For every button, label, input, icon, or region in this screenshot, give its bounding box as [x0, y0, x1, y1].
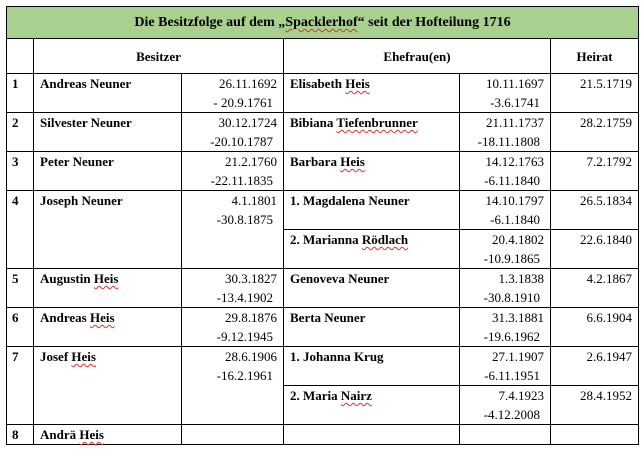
row-number: 6 — [7, 308, 34, 347]
header-owner: Besitzer — [34, 39, 284, 74]
row-number: 4 — [7, 191, 34, 269]
owner-name: Silvester Neuner — [34, 113, 182, 152]
wife-dates — [460, 269, 551, 308]
wife-dates — [460, 308, 551, 347]
wife-dates-start: 14.12.1763 — [485, 154, 544, 169]
wife-dates-start: 27.1.1907 — [492, 349, 544, 364]
owner-dates-start: 28.6.1906 — [225, 349, 277, 364]
wife-dates — [460, 386, 551, 425]
wife-dates-end: -19.6.1962 — [483, 329, 540, 344]
row-number: 2 — [7, 113, 34, 152]
row-number: 7 — [7, 347, 34, 425]
marriage-date: 28.4.1952 — [551, 386, 639, 425]
wife-dates-start: 21.11.1737 — [485, 115, 544, 130]
owner-dates-start: 29.8.1876 — [225, 310, 277, 325]
marriage-date: 2.6.1947 — [551, 347, 639, 386]
wife-dates-start: 20.4.1802 — [492, 232, 544, 247]
table-title: Die Besitzfolge auf dem „Spacklerhof“ seit der Hofteilung 1716 — [7, 7, 639, 39]
wife-name: 1. Johanna Krug — [284, 347, 460, 386]
marriage-date: 21.5.1719 — [551, 74, 639, 113]
spellcheck-word: Heis — [93, 271, 119, 286]
owner-dates-start: 21.2.1760 — [225, 154, 277, 169]
spellcheck-word: Spacklerhof — [285, 15, 358, 30]
wife-dates-end: -4.12.2008 — [483, 407, 540, 422]
owner-name: Joseph Neuner — [34, 191, 182, 269]
spellcheck-word: Heis — [89, 310, 115, 325]
wife-dates-end: -6.1.1840 — [490, 212, 540, 227]
owner-name: Andreas Heis — [34, 308, 182, 347]
table-row — [7, 74, 639, 113]
wife-dates-start: 14.10.1797 — [485, 193, 544, 208]
wife-dates-end: -6.11.1951 — [484, 368, 540, 383]
wife-dates-start: 1.3.1838 — [498, 271, 544, 286]
wife-name: Berta Neuner — [284, 308, 460, 347]
owner-dates-start: 30.3.1827 — [225, 271, 277, 286]
table-row — [7, 152, 639, 191]
header-num — [7, 39, 34, 74]
header-marriage: Heirat — [551, 39, 639, 74]
wife-dates — [460, 152, 551, 191]
spellcheck-word: Heis — [345, 76, 370, 91]
owner-dates-start: 30.12.1724 — [218, 115, 277, 130]
owner-dates-start: 26.11.1692 — [218, 76, 277, 91]
owner-dates-end: -30.8.1875 — [216, 212, 273, 227]
wife-name: Bibiana Tiefenbrunner — [284, 113, 460, 152]
table-row — [7, 308, 639, 347]
owner-dates — [182, 347, 284, 425]
marriage-date: 28.2.1759 — [551, 113, 639, 152]
table-body — [7, 74, 639, 445]
marriage-date: 6.6.1904 — [551, 308, 639, 347]
wife-name: 2. Marianna Rödlach — [284, 230, 460, 269]
wife-dates-start: 7.4.1923 — [498, 388, 544, 403]
wife-dates — [460, 74, 551, 113]
owner-dates — [182, 152, 284, 191]
owner-dates-end: -16.2.1961 — [216, 368, 273, 383]
table-row — [7, 347, 639, 386]
table-row — [7, 269, 639, 308]
wife-name: 2. Maria Nairz — [284, 386, 460, 425]
spellcheck-word: Nairz — [340, 388, 372, 403]
row-number: 3 — [7, 152, 34, 191]
owner-dates-start: 4.1.1801 — [231, 193, 277, 208]
wife-name: Elisabeth Heis — [284, 74, 460, 113]
spellcheck-word: Heis — [79, 427, 104, 442]
spellcheck-word: Heis — [71, 349, 96, 364]
header-row — [7, 39, 639, 74]
wife-name — [284, 425, 460, 445]
table-row — [7, 425, 639, 445]
marriage-date: 4.2.1867 — [551, 269, 639, 308]
wife-dates — [460, 347, 551, 386]
wife-dates-end: -3.6.1741 — [490, 95, 540, 110]
wife-dates-end: -30.8.1910 — [483, 290, 540, 305]
owner-dates-end: -9.12.1945 — [216, 329, 273, 344]
wife-dates-start: 31.3.1881 — [492, 310, 544, 325]
owner-dates — [182, 74, 284, 113]
wife-name: Genoveva Neuner — [284, 269, 460, 308]
table-row — [7, 113, 639, 152]
wife-dates-end: -10.9.1865 — [483, 251, 540, 266]
row-number: 5 — [7, 269, 34, 308]
owner-name: Andreas Neuner — [34, 74, 182, 113]
owner-dates — [182, 425, 284, 445]
ownership-table — [6, 6, 639, 445]
spellcheck-word: Heis — [340, 154, 365, 169]
header-wife: Ehefrau(en) — [284, 39, 551, 74]
spellcheck-word: Tiefenbrunner — [336, 115, 418, 130]
owner-dates-end: -20.10.1787 — [210, 134, 273, 149]
owner-dates — [182, 191, 284, 269]
marriage-date: 22.6.1840 — [551, 230, 639, 269]
owner-dates-end: -13.4.1902 — [216, 290, 273, 305]
owner-dates-end: - 20.9.1761 — [213, 95, 273, 110]
row-number: 1 — [7, 74, 34, 113]
spellcheck-word: Rödlach — [361, 232, 409, 247]
owner-dates — [182, 113, 284, 152]
owner-name: Josef Heis — [34, 347, 182, 425]
document-page — [6, 6, 638, 445]
owner-dates — [182, 269, 284, 308]
marriage-date: 26.5.1834 — [551, 191, 639, 230]
owner-name: Andrä Heis — [34, 425, 182, 445]
wife-dates — [460, 113, 551, 152]
wife-name: Barbara Heis — [284, 152, 460, 191]
wife-dates-end: -6.11.1840 — [484, 173, 540, 188]
marriage-date: 7.2.1792 — [551, 152, 639, 191]
table-row — [7, 191, 639, 230]
wife-dates-end: -18.11.1808 — [477, 134, 540, 149]
owner-dates-end: -22.11.1835 — [210, 173, 273, 188]
title-row — [7, 7, 639, 39]
marriage-date — [551, 425, 639, 445]
wife-name: 1. Magdalena Neuner — [284, 191, 460, 230]
row-number: 8 — [7, 425, 34, 445]
owner-dates — [182, 308, 284, 347]
wife-dates-start: 10.11.1697 — [485, 76, 544, 91]
owner-name: Augustin Heis — [34, 269, 182, 308]
wife-dates — [460, 230, 551, 269]
owner-name: Peter Neuner — [34, 152, 182, 191]
wife-dates — [460, 425, 551, 445]
wife-dates — [460, 191, 551, 230]
